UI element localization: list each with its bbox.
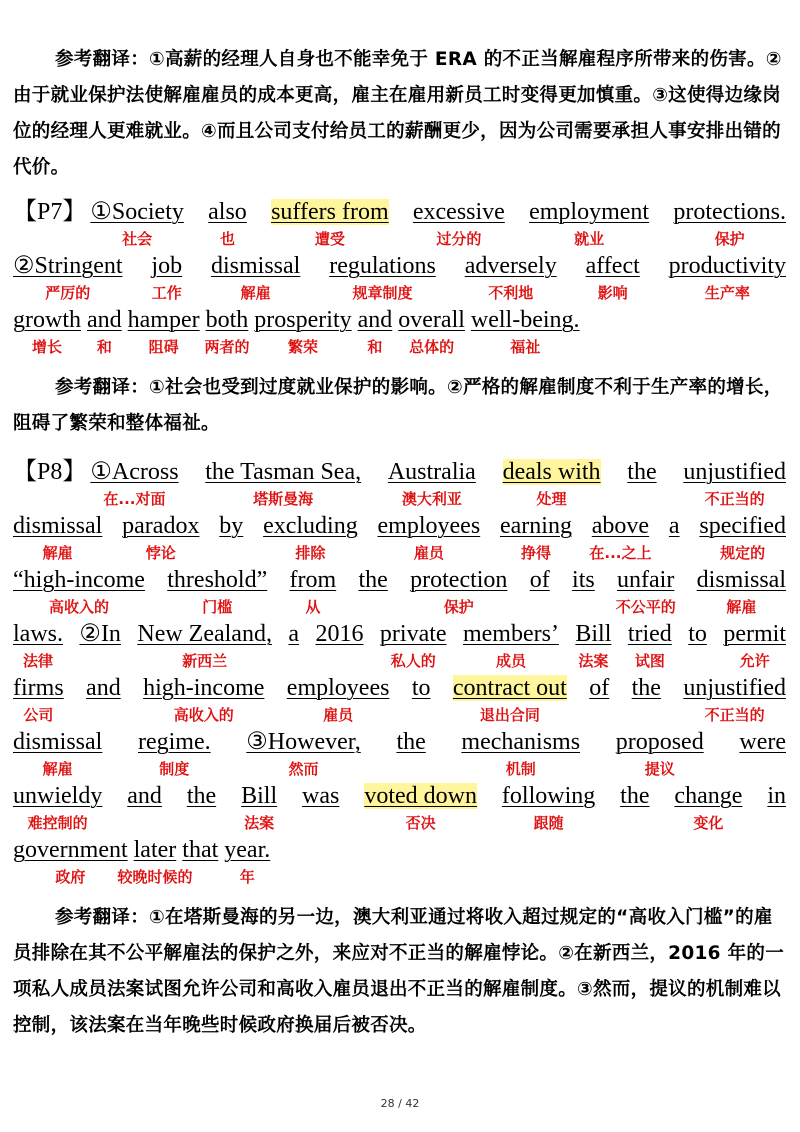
chinese-gloss: 解雇 <box>42 760 73 778</box>
english-word: unjustified <box>683 675 786 701</box>
english-word: ①Across <box>90 459 179 485</box>
english-word: following <box>501 783 596 809</box>
english-word: specified <box>699 513 786 539</box>
chinese-gloss: 和 <box>96 338 112 356</box>
english-word: the <box>186 783 217 809</box>
english-word: deals with <box>502 459 601 485</box>
english-word: Bill <box>575 621 612 647</box>
english-word: overall <box>398 307 465 333</box>
chinese-gloss: 雇员 <box>323 706 354 724</box>
english-word: and <box>127 783 162 809</box>
translation-label: 参考翻译： <box>55 907 150 928</box>
english-word: employees <box>377 513 481 539</box>
chinese-gloss: 提议 <box>644 760 675 778</box>
chinese-gloss: 保护 <box>714 230 745 248</box>
translation-block-p7 <box>13 370 785 442</box>
english-word: unjustified <box>683 459 786 485</box>
chinese-gloss: 规章制度 <box>352 284 413 302</box>
chinese-gloss: 公司 <box>23 706 54 724</box>
chinese-gloss: 过分的 <box>436 230 482 248</box>
chinese-gloss: 不正当的 <box>704 490 765 508</box>
chinese-gloss: 也 <box>219 230 235 248</box>
english-word: high-income <box>143 675 265 701</box>
chinese-gloss: 较晚时候的 <box>117 868 193 886</box>
chinese-gloss: 影响 <box>597 284 628 302</box>
chinese-gloss: 两者的 <box>204 338 250 356</box>
chinese-gloss: 澳大利亚 <box>401 490 462 508</box>
chinese-gloss: 允许 <box>739 652 770 670</box>
english-word: firms <box>13 675 64 701</box>
english-word: by <box>219 513 244 539</box>
chinese-gloss: 新西兰 <box>182 652 228 670</box>
english-word: and <box>357 307 393 333</box>
chinese-gloss: 规定的 <box>720 544 766 562</box>
english-word: paradox <box>122 513 200 539</box>
english-word: well-being. <box>470 307 580 333</box>
english-word: excluding <box>263 513 358 539</box>
english-word: private <box>379 621 447 647</box>
english-word: protections. <box>673 199 786 225</box>
chinese-gloss: 法案 <box>578 652 609 670</box>
english-word: and <box>86 675 121 701</box>
english-word: to <box>688 621 707 647</box>
chinese-gloss: 解雇 <box>42 544 73 562</box>
english-word: regulations <box>329 253 436 279</box>
english-word: unfair <box>617 567 675 593</box>
english-word: the <box>396 729 426 755</box>
english-word: the <box>631 675 661 701</box>
english-word: hamper <box>127 307 200 333</box>
chinese-gloss: 工作 <box>151 284 182 302</box>
chinese-gloss: 门槛 <box>202 598 233 616</box>
chinese-gloss: 和 <box>367 338 383 356</box>
chinese-gloss: 不利地 <box>488 284 534 302</box>
chinese-gloss: 阻碍 <box>148 338 179 356</box>
english-word: were <box>739 729 786 755</box>
english-word: year. <box>224 837 271 863</box>
chinese-gloss: 悖论 <box>145 544 176 562</box>
chinese-gloss: 制度 <box>159 760 190 778</box>
english-word: to <box>411 675 431 701</box>
chinese-gloss: 然而 <box>288 760 319 778</box>
translation-block-p8 <box>13 900 785 1044</box>
english-word: protection <box>410 567 508 593</box>
chinese-gloss: 否决 <box>405 814 436 832</box>
translation-text: ①高薪的经理人自身也不能幸免于 ERA 的不正当解雇程序所带来的伤害。②由于就业保护法使解雇雇员的成本更高，雇主在雇用新员工时变得更加慎重。③这使得边缘岗位的经理人更难就业。④而且公司支付给员工的薪酬更少，因为公司需要承担人事安排出错的代价。 <box>13 49 782 178</box>
chinese-gloss: 塔斯曼海 <box>253 490 314 508</box>
english-word: voted down <box>364 783 477 809</box>
english-word: both <box>205 307 249 333</box>
chinese-gloss: 跟随 <box>533 814 564 832</box>
english-word: the <box>358 567 388 593</box>
english-word: proposed <box>615 729 704 755</box>
chinese-gloss: 遭受 <box>314 230 345 248</box>
english-word: ②In <box>79 621 121 647</box>
paragraph-tag-p7: 【P7】 <box>13 199 87 225</box>
translation-label: 参考翻译： <box>55 49 150 70</box>
english-word: threshold” <box>167 567 268 593</box>
english-word: prosperity <box>254 307 352 333</box>
english-word: dismissal <box>210 253 301 279</box>
chinese-gloss: 雇员 <box>413 544 444 562</box>
english-word: excessive <box>412 199 505 225</box>
english-word: in <box>767 783 786 809</box>
english-word: suffers from <box>271 199 389 225</box>
english-word: the <box>620 783 650 809</box>
english-word: 2016 <box>315 621 364 647</box>
chinese-gloss: 高收入的 <box>173 706 234 724</box>
english-word: its <box>572 567 595 593</box>
english-word: earning <box>499 513 572 539</box>
chinese-gloss: 法律 <box>22 652 53 670</box>
translation-block-p6 <box>13 42 785 186</box>
english-word: Bill <box>241 783 278 809</box>
chinese-gloss: 成员 <box>495 652 526 670</box>
chinese-gloss: 严厉的 <box>45 284 91 302</box>
chinese-gloss: 社会 <box>122 230 153 248</box>
chinese-gloss: 增长 <box>31 338 62 356</box>
english-word: employees <box>286 675 390 701</box>
chinese-gloss: 在...之上 <box>589 544 652 562</box>
chinese-gloss: 不正当的 <box>704 706 765 724</box>
chinese-gloss: 排除 <box>295 544 326 562</box>
chinese-gloss: 处理 <box>536 490 567 508</box>
english-word: New Zealand, <box>137 621 272 647</box>
english-word: government <box>13 837 128 863</box>
english-word: of <box>589 675 610 701</box>
english-word: also <box>208 199 247 225</box>
english-word: dismissal <box>13 729 103 755</box>
chinese-gloss: 从 <box>305 598 321 616</box>
english-word: affect <box>585 253 640 279</box>
translation-text: ①在塔斯曼海的另一边，澳大利亚通过将收入超过规定的“高收入门槛”的雇员排除在其不公平解雇法的保护之外，来应对不正当的解雇悖论。②在新西兰，2016 年的一项私人成员法案试图允许公司和高收入雇员退出不正当的解雇制度。③然而，提议的机制难以控制，该法案在当年晚些时候政府换届后被否决。 <box>13 907 784 1036</box>
english-word: that <box>182 837 219 863</box>
english-word: contract out <box>452 675 567 701</box>
english-word: ①Society <box>90 199 184 225</box>
chinese-gloss: 机制 <box>505 760 536 778</box>
chinese-gloss: 政府 <box>55 868 86 886</box>
chinese-gloss: 总体的 <box>409 338 455 356</box>
chinese-gloss: 法案 <box>244 814 275 832</box>
chinese-gloss: 解雇 <box>240 284 271 302</box>
english-word: ③However, <box>246 729 361 755</box>
chinese-gloss: 挣得 <box>520 544 551 562</box>
paragraph-tag-p8: 【P8】 <box>13 459 87 485</box>
english-word: from <box>289 567 337 593</box>
chinese-gloss: 繁荣 <box>287 338 318 356</box>
english-word: dismissal <box>696 567 786 593</box>
english-word: growth <box>13 307 81 333</box>
english-word: of <box>529 567 550 593</box>
chinese-gloss: 福祉 <box>510 338 541 356</box>
english-word: later <box>133 837 177 863</box>
english-word: above <box>591 513 650 539</box>
english-word: Australia <box>387 459 476 485</box>
english-word: “high-income <box>13 567 145 593</box>
english-word: and <box>87 307 122 333</box>
chinese-gloss: 年 <box>239 868 255 886</box>
english-word: adversely <box>464 253 557 279</box>
chinese-gloss: 退出合同 <box>479 706 540 724</box>
english-word: ②Stringent <box>13 253 123 279</box>
page-number: 28 / 42 <box>380 1097 420 1110</box>
english-word: a <box>288 621 300 647</box>
chinese-gloss: 试图 <box>634 652 665 670</box>
english-word: unwieldy <box>13 783 103 809</box>
english-word: laws. <box>13 621 63 647</box>
english-word: job <box>151 253 183 279</box>
english-word: mechanisms <box>461 729 581 755</box>
chinese-gloss: 生产率 <box>704 284 750 302</box>
english-word: the <box>627 459 657 485</box>
chinese-gloss: 高收入的 <box>48 598 109 616</box>
translation-text: ①社会也受到过度就业保护的影响。②严格的解雇制度不利于生产率的增长，阻碍了繁荣和整体福祉。 <box>13 377 783 434</box>
chinese-gloss: 保护 <box>443 598 474 616</box>
chinese-gloss: 变化 <box>693 814 724 832</box>
chinese-gloss: 就业 <box>574 230 605 248</box>
translation-label: 参考翻译： <box>55 377 150 398</box>
english-word: was <box>302 783 340 809</box>
english-word: tried <box>627 621 672 647</box>
english-word: employment <box>529 199 650 225</box>
english-word: productivity <box>668 253 786 279</box>
chinese-gloss: 在...对面 <box>103 490 166 508</box>
chinese-gloss: 不公平的 <box>615 598 676 616</box>
english-word: members’ <box>462 621 559 647</box>
english-word: dismissal <box>13 513 103 539</box>
english-word: the Tasman Sea, <box>205 459 362 485</box>
chinese-gloss: 解雇 <box>726 598 757 616</box>
english-word: a <box>668 513 680 539</box>
english-word: regime. <box>137 729 211 755</box>
english-word: permit <box>723 621 786 647</box>
english-word: change <box>674 783 743 809</box>
chinese-gloss: 难控制的 <box>27 814 88 832</box>
chinese-gloss: 私人的 <box>390 652 436 670</box>
